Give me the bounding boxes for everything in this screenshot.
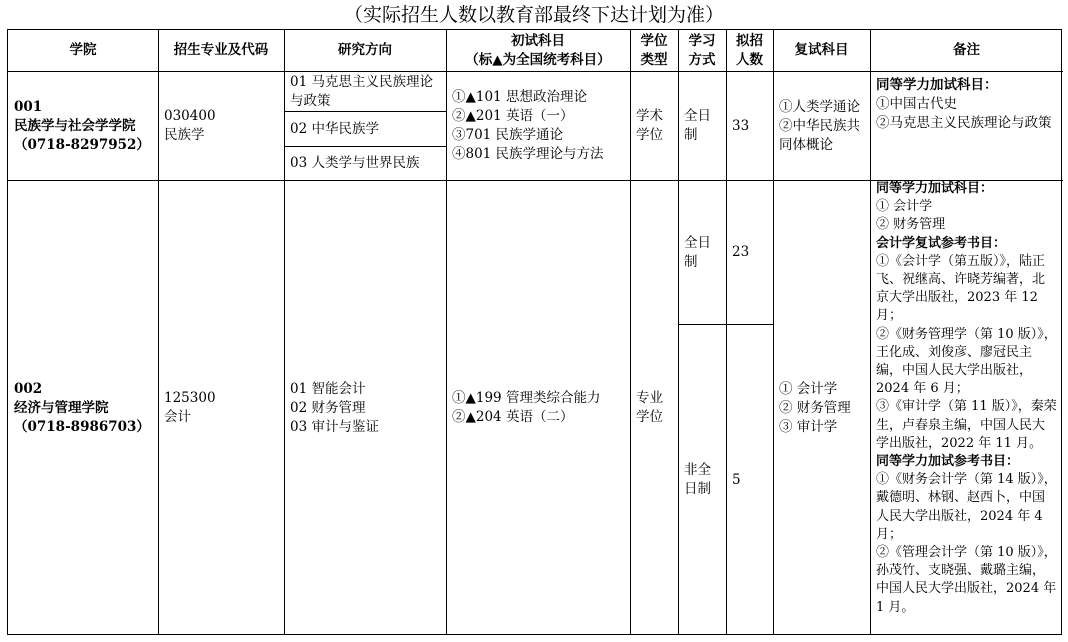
row1-notes: 同等学力加试科目： ①中国古代史 ②马克思主义民族理论与政策 [876, 77, 1052, 131]
header-notes: 备注 [953, 42, 980, 58]
header-mode: 学习 方式 [688, 32, 716, 68]
row2-notes: 同等学力加试科目： ① 会计学 ② 财务管理 会计学复试参考书目： ①《会计学（第五版）》，陆正飞、祝继高、许晓芳编著，北京大学出版社，2023 年 12 月； ②《财务管理学（第 10 版）》，王化成、刘俊彦、廖冠民主编，中国人民大学出版社，2024 年 6 月； ③《审计学（第 11 版）》，秦荣生，卢春泉主编，中国人民大学出版社，2022 年 11 月。 同等学力加试参考书目： ①《财务会计学（第 14 版）》，戴德明、林钢、赵西卜，中国人民大学出版社，2024 年 4 月； ②《管理会计学（第 10 版）》，孙茂竹、支晓强、戴璐主编，中国人民大学出版社，2024 年 1 月。 [876, 181, 1057, 615]
header-major: 招生专业及代码 [173, 42, 269, 58]
row2-college: 002 经济与管理学院 （0718-8986703） [14, 380, 150, 435]
row2-degree: 专业学位 [636, 390, 663, 425]
header-direction: 研究方向 [338, 42, 392, 58]
row2-exams: ①▲199 管理类综合能力 ②▲204 英语（二） [452, 390, 601, 425]
row2-quota-fulltime: 23 [732, 244, 750, 260]
row1-mode: 全日制 [684, 108, 711, 143]
header-college: 学院 [69, 42, 97, 58]
row1-retest: ①人类学通论 ②中华民族共同体概论 [779, 98, 860, 153]
page-title: （实际招生人数以教育部最终下达计划为准） [343, 4, 724, 26]
header-degree: 学位 类型 [640, 32, 668, 68]
row2-major: 125300 会计 [164, 390, 216, 425]
row1-quota: 33 [732, 117, 750, 134]
header-exam: 初试科目 （标▲为全国统考科目） [465, 32, 611, 68]
row2-mode-fulltime: 全日制 [684, 234, 711, 270]
row1-exams: ①▲101 思想政治理论 ②▲201 英语（一） ③701 民族学通论 ④801 民族学理论与方法 [452, 89, 604, 162]
row2-quota-parttime: 5 [732, 471, 741, 488]
row1-degree: 学术学位 [636, 108, 663, 143]
row2-mode-parttime: 非全日制 [684, 462, 711, 497]
row1-college: 001 民族学与社会学学院 （0718-8297952） [14, 98, 150, 153]
row1-major: 030400 民族学 [164, 108, 216, 143]
row2-retest: ① 会计学 ② 财务管理 ③ 审计学 [779, 380, 851, 435]
header-retest: 复试科目 [794, 42, 849, 58]
row1-direction-3: 03 人类学与世界民族 [290, 155, 420, 171]
row1-direction-1: 01 马克思主义民族理论与政策 [290, 73, 433, 109]
row2-directions: 01 智能会计 02 财务管理 03 审计与鉴证 [290, 380, 379, 435]
header-quota: 拟招 人数 [736, 32, 763, 68]
row1-direction-2: 02 中华民族学 [290, 120, 379, 137]
admissions-table [7, 29, 1062, 635]
